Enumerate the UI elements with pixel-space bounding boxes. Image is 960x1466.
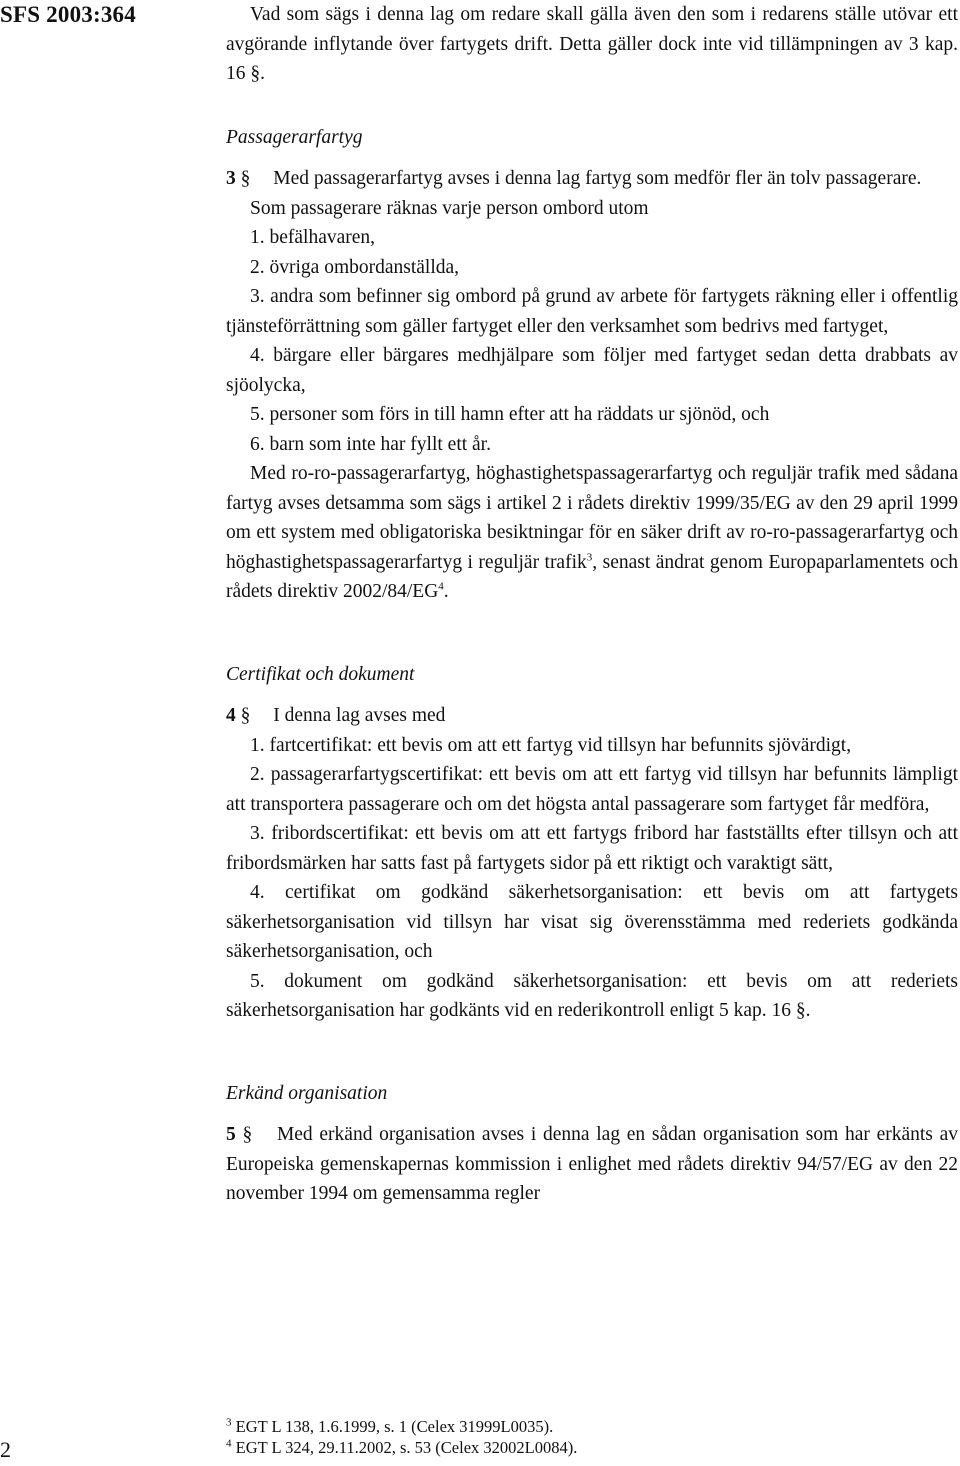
- footnote-ref: 4: [438, 580, 444, 593]
- list-item: 3. andra som befinner sig ombord på grund av arbete för fartygets räkning eller i offentlig tjänsteförrättning som gäller fartyget eller den verksamhet som bedrivs med fartyget,: [226, 286, 958, 337]
- section-3-paragraph-2: Som passagerare räknas varje person ombord utom: [250, 197, 649, 219]
- section-text: I denna lag avses med: [273, 705, 446, 726]
- heading-passagerarfartyg: Passagerarfartyg: [226, 126, 363, 148]
- footnote-text: EGT L 324, 29.11.2002, s. 53 (Celex 32002L0084).: [231, 1438, 578, 1457]
- footnote-text: EGT L 138, 1.6.1999, s. 1 (Celex 31999L0035).: [231, 1417, 554, 1436]
- list-item: 4. bärgare eller bärgares medhjälpare som följer med fartyget sedan detta drabbats av sjöolycka,: [226, 345, 958, 396]
- list-item: 1. fartcertifikat: ett bevis om att ett fartyg vid tillsyn har befunnits sjövärdigt,: [250, 734, 852, 756]
- footnote: [226, 1437, 926, 1458]
- footnote-ref: 3: [586, 551, 593, 563]
- section-number: 3: [226, 168, 236, 189]
- section-5: [226, 1120, 958, 1209]
- paragraph-symbol: §: [242, 1124, 253, 1145]
- section-text: Med passagerarfartyg avses i denna lag fartyg som medför fler än tolv passagerare.: [273, 168, 922, 189]
- list-item: 2. övriga ombordanställda,: [250, 256, 460, 278]
- section-3: [226, 164, 958, 194]
- section-text: Med erkänd organisation avses i denna lag en sådan organisation som har erkänts av Europeiska gemenskapernas kommission i enlighet med rådets direktiv 94/57/EG av den 22 november 1994 om gemensamma regler: [226, 1124, 959, 1204]
- list-item: 3. fribordscertifikat: ett bevis om att ett fartygs fribord har fastställts efter tillsyn och att fribordsmärken har satts fast på fartygets sidor på ett riktigt och varaktigt sätt,: [226, 823, 958, 874]
- paragraph-text: .: [443, 581, 449, 602]
- list-item: 2. passagerarfartygscertifikat: ett bevis om att ett fartyg vid tillsyn har befunnits lämpligt att transportera passagerare och om det högsta antal passagerare som fartyget får medföra,: [226, 764, 958, 815]
- paragraph-text: Med ro-ro-passagerarfartyg, höghastighetspassagerarfartyg och reguljär trafik med sådana fartyg avses detsamma som sägs i artikel 2 i rådets direktiv 1999/35/EG av den 29 april 1999 om ett system med obligatoriska besiktningar för en säker drift av ro-ro-passagerarfartyg och höghastighetspassagerarfartyg i reguljär trafik: [226, 463, 958, 573]
- paragraph-text: , senast ändrat genom Europaparlamentets och rådets direktiv 2002/84/EG: [226, 551, 958, 602]
- main-text: [226, 0, 958, 1209]
- list-item: 6. barn som inte har fyllt ett år.: [250, 433, 491, 455]
- list-item: 1. befälhavaren,: [250, 227, 376, 248]
- page-number: 2: [0, 1437, 11, 1462]
- heading-erkand-organisation: Erkänd organisation: [226, 1082, 388, 1104]
- list-item: 4. certifikat om godkänd säkerhetsorganisation: ett bevis om att fartygets säkerhetsorganisation vid tillsyn har visat sig överensstämma med rederiets godkända säkerhetsorganisation, och: [226, 882, 958, 962]
- intro-paragraph: Vad som sägs i denna lag om redare skall gälla även den som i redarens ställe utövar ett avgörande inflytande över fartygets drift. Detta gäller dock inte vid tillämpningen av 3 kap. 16 §.: [226, 4, 958, 84]
- sfs-number: SFS 2003:364: [0, 2, 136, 27]
- footnote-number: 3: [226, 1416, 232, 1429]
- section-3-paragraph-3: [226, 459, 958, 607]
- footnote-number: 4: [226, 1437, 232, 1450]
- section-number: 5: [226, 1124, 236, 1145]
- section-number: 4: [226, 705, 236, 726]
- paragraph-symbol: §: [240, 168, 251, 189]
- list-item: 5. dokument om godkänd säkerhetsorganisation: ett bevis om att rederiets säkerhetsorganisation har godkänts vid en rederikontroll enligt 5 kap. 16 §.: [226, 970, 958, 1021]
- paragraph-symbol: §: [240, 705, 251, 726]
- section-4: [226, 701, 958, 731]
- heading-certifikat: Certifikat och dokument: [226, 663, 415, 685]
- footnote: [226, 1416, 926, 1437]
- footnotes: [226, 1416, 926, 1458]
- list-item: 5. personer som förs in till hamn efter att ha räddats ur sjönöd, och: [250, 404, 770, 425]
